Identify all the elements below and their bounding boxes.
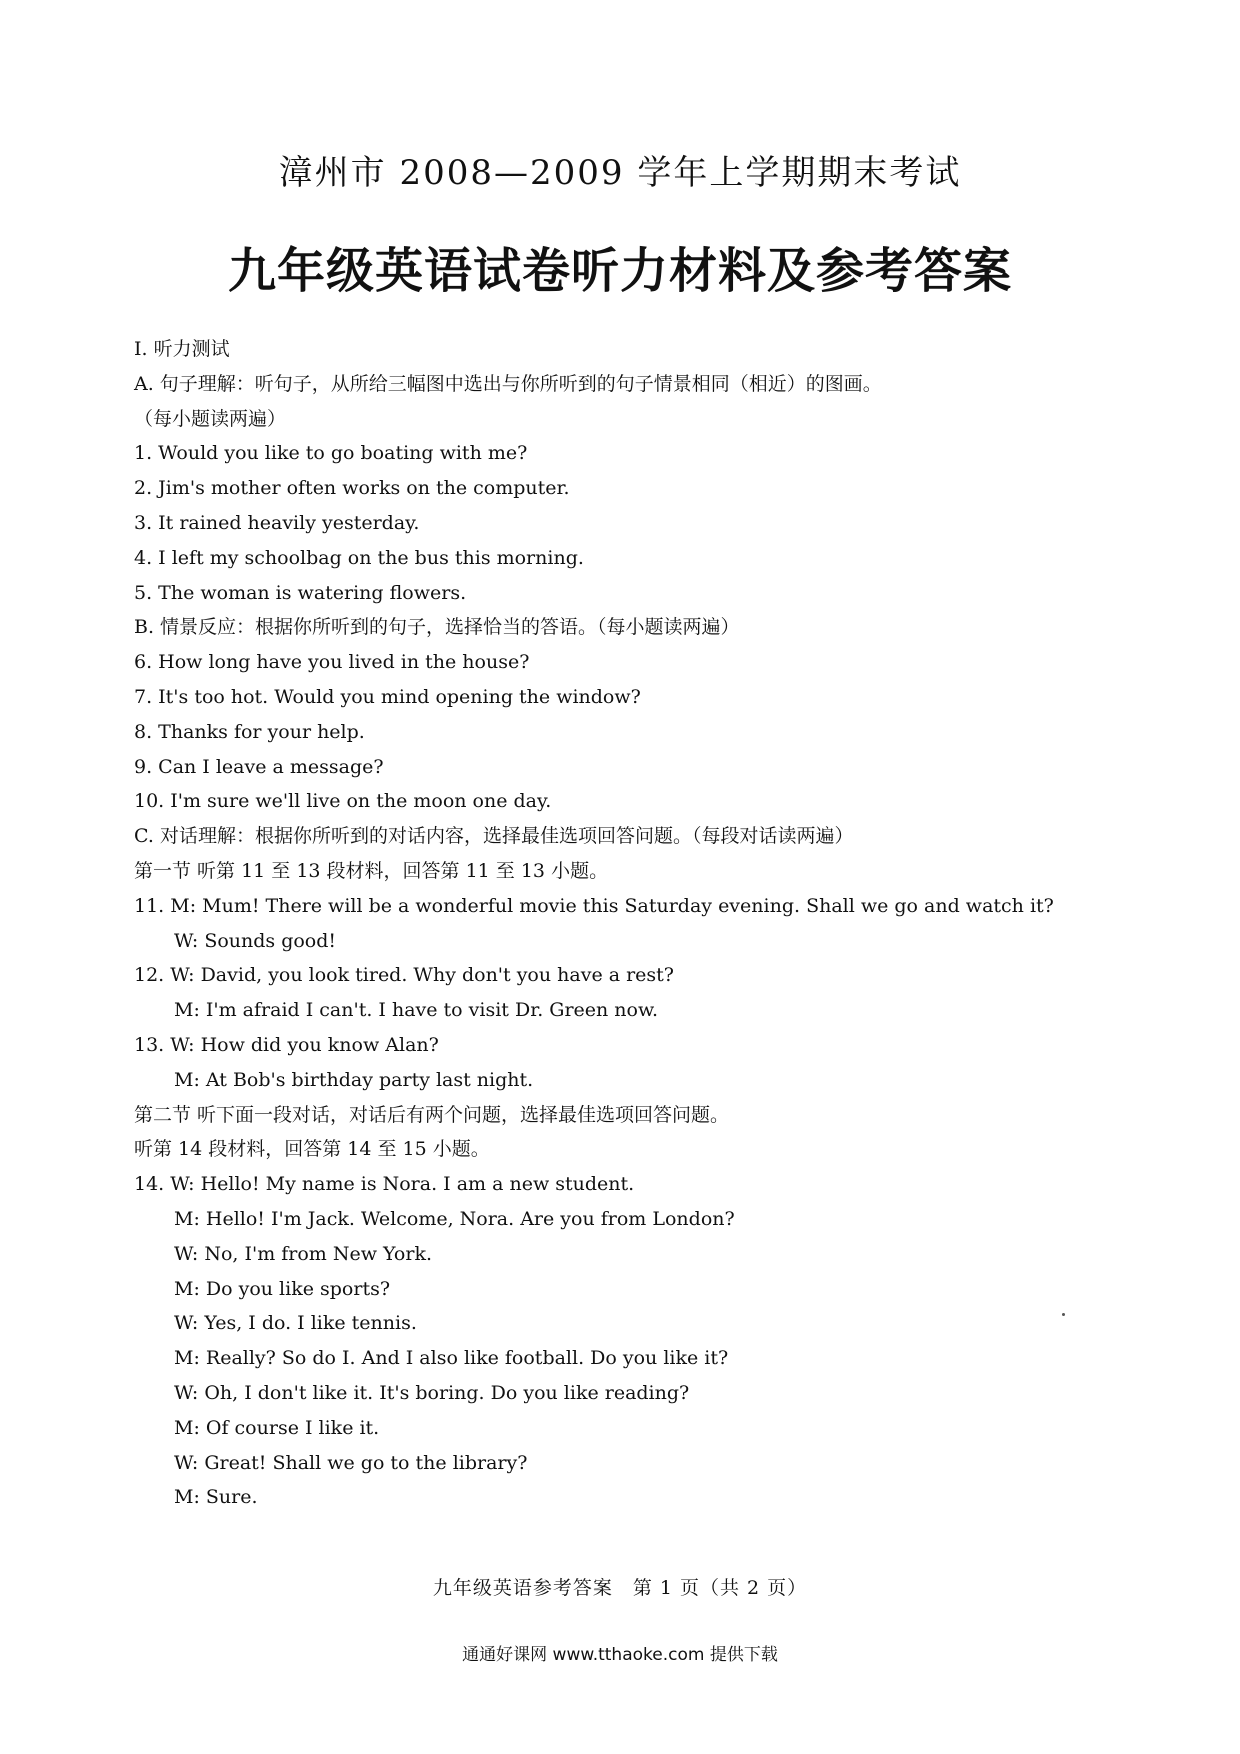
text-line: 5. The woman is watering flowers. xyxy=(134,581,467,604)
text-line: B. 情景反应：根据你所听到的句子，选择恰当的答语。（每小题读两遍） xyxy=(134,616,740,639)
text-line: I. 听力测试 xyxy=(134,338,230,360)
text-line: 11. M: Mum! There will be a wonderful movie this Saturday evening. Shall we go and watch it? xyxy=(134,894,1054,917)
listening-material xyxy=(134,332,1094,1515)
text-line: M: Of course I like it. xyxy=(174,1416,380,1439)
exam-header: 漳州市 2008—2009 学年上学期期末考试 xyxy=(278,153,962,193)
text-line: 12. W: David, you look tired. Why don't you have a rest? xyxy=(134,964,674,987)
text-line: 14. W: Hello! My name is Nora. I am a new student. xyxy=(134,1173,635,1196)
text-line: M: I'm afraid I can't. I have to visit Dr. Green now. xyxy=(174,999,659,1022)
page-footer: 九年级英语参考答案 第 1 页（共 2 页） xyxy=(432,1577,808,1599)
text-line: 1. Would you like to go boating with me? xyxy=(134,442,528,465)
text-line: 3. It rained heavily yesterday. xyxy=(134,511,420,534)
text-line: 第一节 听第 11 至 13 段材料，回答第 11 至 13 小题。 xyxy=(134,859,609,882)
text-line: 7. It's too hot. Would you mind opening the window? xyxy=(134,685,641,708)
text-line: 6. How long have you lived in the house? xyxy=(134,651,530,674)
text-line: 9. Can I leave a message? xyxy=(134,755,384,778)
text-line: 8. Thanks for your help. xyxy=(134,720,365,743)
text-line: M: Sure. xyxy=(174,1486,258,1509)
document-title: 九年级英语试卷听力材料及参考答案 xyxy=(227,243,1012,299)
text-line: A. 句子理解：听句子，从所给三幅图中选出与你所听到的句子情景相同（相近）的图画。 xyxy=(134,372,882,395)
text-line: M: Hello! I'm Jack. Welcome, Nora. Are you from London? xyxy=(174,1207,735,1230)
text-line: 13. W: How did you know Alan? xyxy=(134,1033,439,1056)
text-line: 10. I'm sure we'll live on the moon one day. xyxy=(134,790,552,813)
text-line: M: Really? So do I. And I also like football. Do you like it? xyxy=(174,1347,729,1370)
text-line: M: At Bob's birthday party last night. xyxy=(174,1068,534,1091)
text-line: W: Sounds good! xyxy=(174,929,337,952)
source-footer: 通通好课网 www.tthaoke.com 提供下载 xyxy=(462,1645,778,1665)
text-line: 听第 14 段材料，回答第 14 至 15 小题。 xyxy=(134,1138,490,1161)
text-line: C. 对话理解：根据你所听到的对话内容，选择最佳选项回答问题。（每段对话读两遍） xyxy=(134,825,854,848)
text-line: W: Yes, I do. I like tennis. xyxy=(174,1312,417,1335)
text-line: （每小题读两遍） xyxy=(134,407,287,430)
text-line: 2. Jim's mother often works on the computer. xyxy=(134,477,570,500)
text-line: M: Do you like sports? xyxy=(174,1277,391,1300)
text-line: 4. I left my schoolbag on the bus this morning. xyxy=(134,546,584,569)
scan-speck xyxy=(1062,1313,1065,1316)
text-line: 第二节 听下面一段对话，对话后有两个问题，选择最佳选项回答问题。 xyxy=(134,1103,730,1126)
text-line: W: Great! Shall we go to the library? xyxy=(174,1451,528,1474)
text-line: W: Oh, I don't like it. It's boring. Do you like reading? xyxy=(174,1381,690,1404)
text-line: W: No, I'm from New York. xyxy=(174,1242,432,1265)
